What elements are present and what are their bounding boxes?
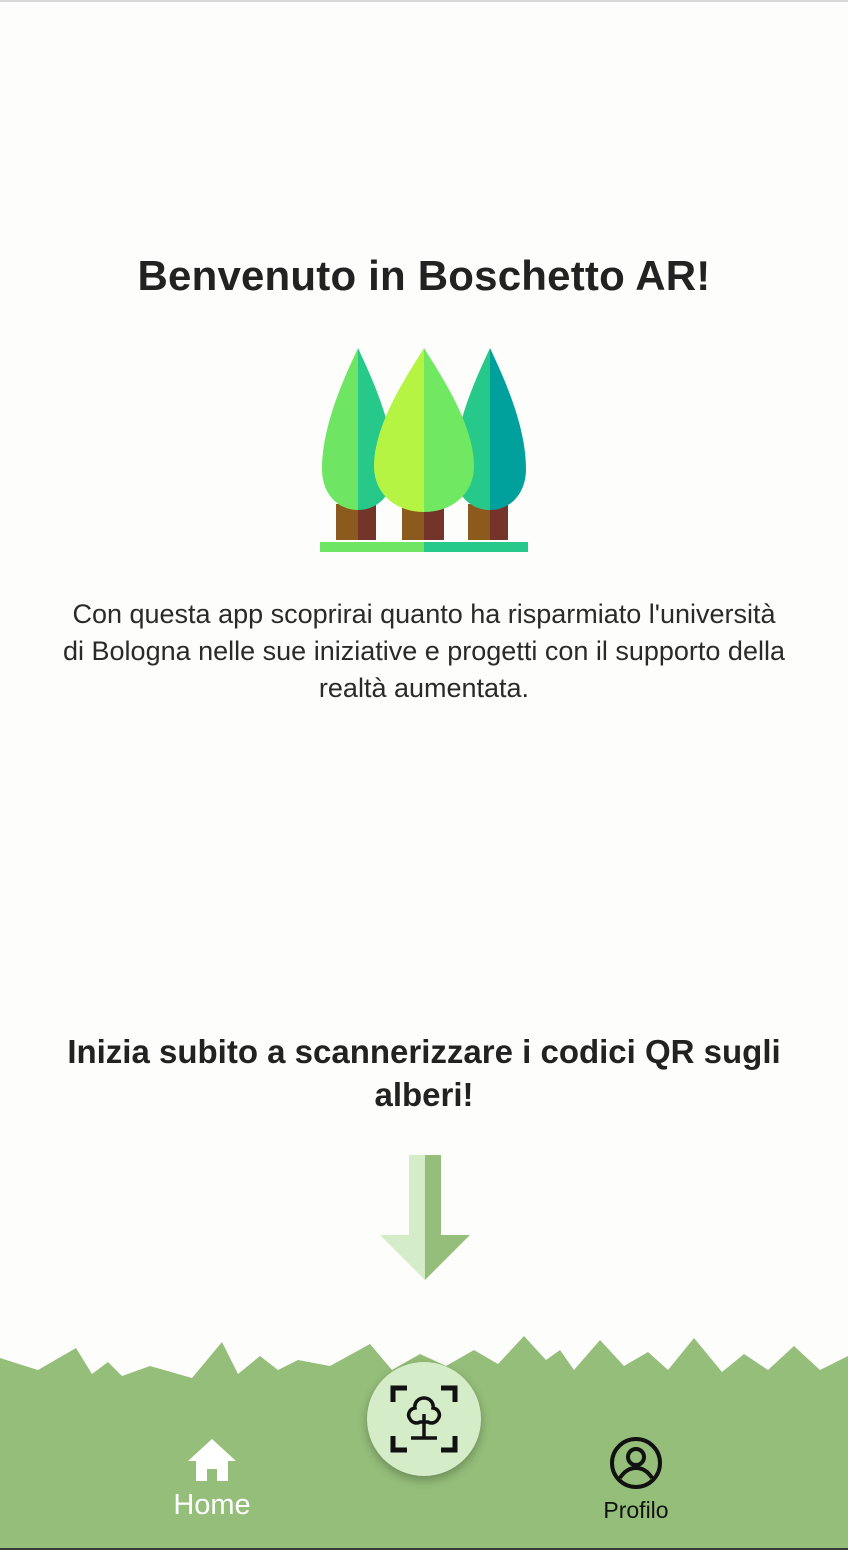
intro-text: Con questa app scoprirai quanto ha risparmiato l'università di Bologna nelle sue iniziative e progetti con il supporto della realtà aumentata.	[63, 599, 785, 703]
trees-icon	[318, 344, 530, 556]
nav-item-home-label: Home	[173, 1489, 251, 1521]
page-title: Benvenuto in Boschetto AR!	[137, 252, 711, 299]
arrow-down-icon	[380, 1155, 470, 1280]
home-icon	[184, 1435, 240, 1485]
scan-qr-button[interactable]	[367, 1362, 481, 1476]
nav-item-home[interactable]	[150, 1435, 274, 1535]
scan-tree-icon	[389, 1384, 459, 1454]
nav-item-profile[interactable]	[576, 1435, 696, 1535]
status-divider	[0, 0, 848, 2]
nav-item-profile-label: Profilo	[603, 1497, 669, 1523]
scan-call-to-action: Inizia subito a scannerizzare i codici QR sugli alberi!	[67, 1033, 781, 1113]
profile-icon	[608, 1435, 664, 1491]
